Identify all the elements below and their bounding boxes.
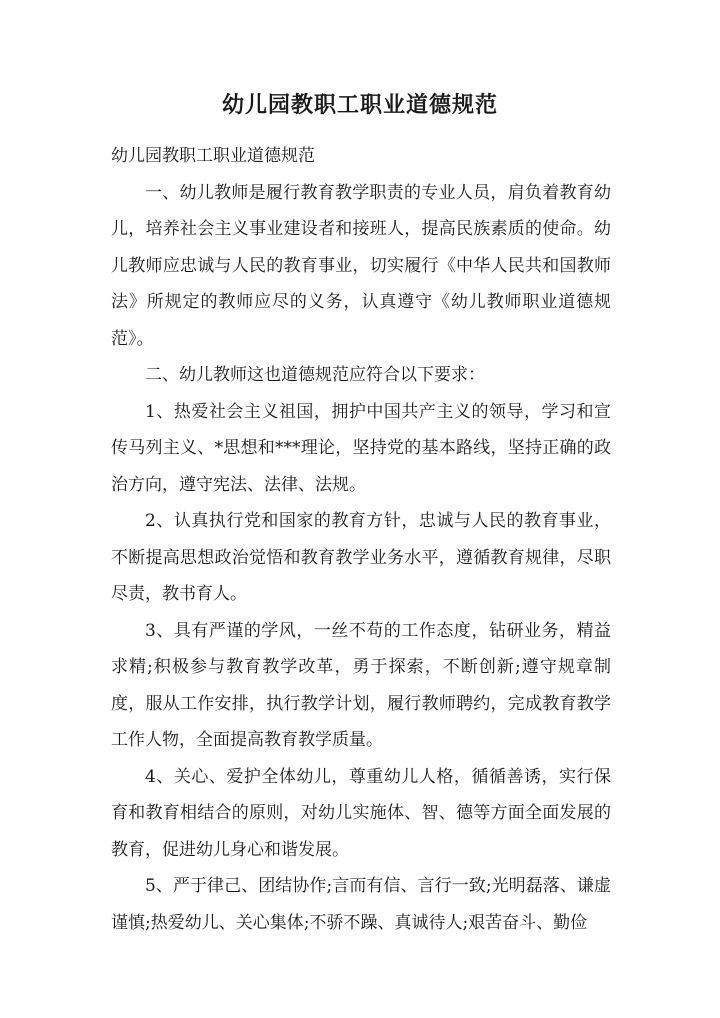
paragraph-2: 二、幼儿教师这也道德规范应符合以下要求： bbox=[145, 365, 485, 385]
paragraph-4: 2、认真执行党和国家的教育方针，忠诚与人民的教育事业，不断提高思想政治觉悟和教育教学业务水平，遵循教育规律，尽职尽责，教书育人。 bbox=[111, 511, 611, 604]
paragraph-7: 5、严于律己、团结协作;言而有信、言行一致;光明磊落、谦虚谨慎;热爱幼儿、关心集体;不骄不躁、真诚待人;艰苦奋斗、勤俭 bbox=[111, 876, 611, 933]
paragraph-3: 1、热爱社会主义祖国，拥护中国共产主义的领导，学习和宣传马列主义、*思想和***理论，坚持党的基本路线，坚持正确的政治方向，遵守宪法、法律、法规。 bbox=[111, 401, 611, 495]
paragraph-6: 4、关心、爱护全体幼儿，尊重幼儿人格，循循善诱，实行保育和教育相结合的原则，对幼儿实施体、智、德等方面全面发展的教育，促进幼儿身心和谐发展。 bbox=[111, 766, 611, 860]
document-title: 幼儿园教职工职业道德规范 bbox=[221, 92, 498, 118]
paragraph-1: 一、幼儿教师是履行教育教学职责的专业人员，肩负着教育幼儿，培养社会主义事业建设者和接班人，提高民族素质的使命。幼儿教师应忠诚与人民的教育事业，切实履行《中华人民共和国教师法》所规定的教师应尽的义务，认真遵守《幼儿教师职业道德规范》。 bbox=[111, 182, 611, 349]
paragraph-5: 3、具有严谨的学风，一丝不苟的工作态度，钻研业务，精益求精;积极参与教育教学改革，勇于探索，不断创新;遵守规章制度，服从工作安排，执行教学计划，履行教师聘约，完成教育教学工作人物，全面提高教育教学质量。 bbox=[111, 620, 611, 750]
document-subtitle: 幼儿园教职工职业道德规范 bbox=[111, 146, 315, 166]
document-body bbox=[111, 138, 611, 941]
